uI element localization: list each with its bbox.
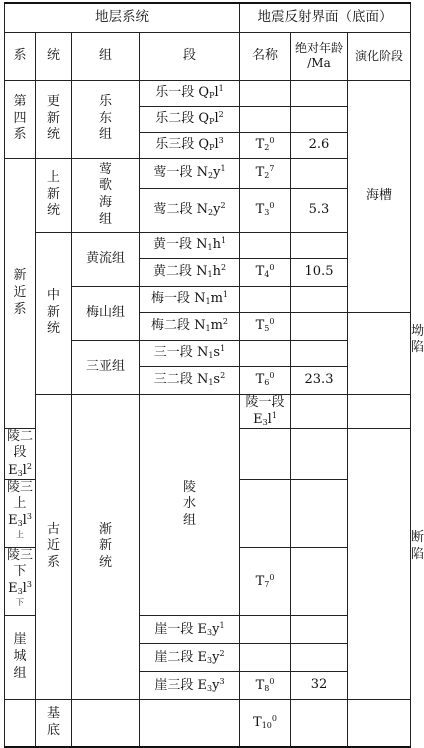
member-let: y bbox=[212, 649, 220, 665]
member-sup: 2 bbox=[220, 263, 227, 273]
member-cell bbox=[140, 286, 240, 312]
reflector-cell bbox=[240, 132, 291, 158]
member-sub: P bbox=[209, 91, 215, 101]
reflector-sub: 6 bbox=[264, 378, 270, 388]
reflector-sub: 8 bbox=[264, 683, 270, 693]
member-sup: 2 bbox=[220, 201, 226, 211]
header-row-1 bbox=[5, 3, 411, 32]
member-sup: 1 bbox=[219, 620, 225, 630]
member-sym: E bbox=[8, 581, 18, 597]
age-cell: 2.6 bbox=[291, 132, 348, 158]
member-let: l bbox=[267, 411, 272, 427]
age-cell bbox=[291, 340, 348, 366]
member-cn: 梅二段 bbox=[150, 318, 190, 334]
member-let: l bbox=[22, 513, 27, 529]
member-cn: 三一段 bbox=[153, 345, 193, 361]
member-sym: Q bbox=[198, 137, 210, 153]
stage-trough: 海槽 bbox=[348, 80, 411, 312]
member-cn: 黄一段 bbox=[152, 237, 192, 253]
member-sub: 1 bbox=[208, 378, 214, 388]
stratigraphic-table bbox=[4, 2, 424, 748]
group-yacheng: 崖 城 组 bbox=[5, 615, 36, 699]
member-sub: 3 bbox=[262, 417, 268, 427]
member-cell bbox=[140, 158, 240, 188]
reflector-cell bbox=[240, 479, 291, 547]
age-cell bbox=[291, 106, 348, 132]
reflector-sup: 0 bbox=[269, 317, 275, 327]
member-let: y bbox=[212, 621, 220, 637]
reflector-cell bbox=[240, 158, 291, 188]
reflector-sub: 2 bbox=[264, 171, 270, 181]
reflector-sup: 0 bbox=[269, 371, 275, 381]
member-cn: 乐一段 bbox=[155, 85, 195, 101]
age-cell: 23.3 bbox=[291, 366, 348, 394]
reflector-sym: T bbox=[255, 165, 265, 181]
empty-cell bbox=[72, 699, 140, 747]
reflector-sup: 0 bbox=[269, 136, 275, 146]
empty-cell bbox=[5, 699, 36, 747]
group-meishan: 梅山组 bbox=[72, 286, 140, 340]
reflector-cell bbox=[291, 394, 348, 429]
member-cell bbox=[5, 429, 36, 480]
member-sub: 3 bbox=[17, 468, 23, 478]
reflector-sub: 4 bbox=[264, 270, 270, 280]
member-cn: 陵二段 bbox=[6, 429, 33, 461]
member-cell bbox=[5, 547, 36, 615]
reflector-sup: 0 bbox=[269, 676, 275, 686]
age-cell bbox=[291, 479, 348, 547]
series-basement: 基 底 bbox=[36, 699, 72, 747]
table-row bbox=[5, 80, 411, 106]
system-neogene: 新 近 系 bbox=[5, 158, 36, 429]
age-cell bbox=[291, 615, 348, 643]
member-cell bbox=[5, 479, 36, 547]
member-cn: 黄二段 bbox=[152, 264, 192, 280]
reflector-cell bbox=[240, 615, 291, 643]
system-paleogene: 古 近 系 bbox=[36, 394, 72, 699]
member-sup: 2 bbox=[219, 648, 225, 658]
reflector-cell bbox=[240, 547, 291, 615]
header-abs-age: 绝对年龄 /Ma bbox=[291, 32, 348, 80]
member-sym: E bbox=[197, 677, 208, 693]
reflector-sub: 10 bbox=[261, 721, 272, 731]
member-sym: N bbox=[196, 345, 209, 361]
member-sup: 1 bbox=[220, 344, 226, 354]
reflector-cell bbox=[240, 671, 291, 699]
age-cell bbox=[291, 286, 348, 312]
member-cell bbox=[140, 671, 240, 699]
member-sub: 3 bbox=[207, 683, 213, 693]
reflector-cell bbox=[240, 643, 291, 671]
reflector-sup: 0 bbox=[269, 263, 275, 273]
reflector-cell bbox=[240, 80, 291, 106]
series-oligocene: 渐 新 统 bbox=[72, 394, 140, 699]
member-sup: 2 bbox=[218, 110, 224, 120]
age-cell bbox=[291, 80, 348, 106]
member-let: y bbox=[213, 202, 221, 218]
member-cn: 乐二段 bbox=[155, 111, 195, 127]
reflector-cell bbox=[240, 429, 291, 480]
age-cell: 10.5 bbox=[291, 258, 348, 286]
member-sym: E bbox=[197, 649, 208, 665]
header-row-2 bbox=[5, 32, 411, 80]
age-cell bbox=[291, 158, 348, 188]
reflector-sub: 2 bbox=[264, 143, 270, 153]
series-pliocene: 上 新 统 bbox=[36, 158, 72, 232]
member-cell bbox=[140, 132, 240, 158]
group-yinggehai: 莺 歌 海 组 bbox=[72, 158, 140, 232]
member-sup: 3 bbox=[219, 676, 225, 686]
member-cn: 莺一段 bbox=[153, 165, 193, 181]
reflector-sup: 0 bbox=[269, 201, 275, 211]
member-cell bbox=[140, 188, 240, 232]
member-sub: 1 bbox=[205, 297, 211, 307]
member-cell bbox=[140, 340, 240, 366]
header-name: 名称 bbox=[240, 32, 291, 80]
table-row: 古 近 系 渐 新 统 陵 水 组 陵一段 $E_3l^1$ 断陷 bbox=[5, 394, 411, 429]
reflector-sym: T bbox=[255, 264, 265, 280]
table-row bbox=[5, 699, 411, 747]
member-sym: N bbox=[196, 237, 208, 253]
group-huangliu: 黄流组 bbox=[72, 232, 140, 286]
member-let: m bbox=[210, 318, 223, 334]
reflector-sym: T bbox=[255, 318, 265, 334]
member-cn: 乐三段 bbox=[155, 137, 195, 153]
member-cn: 崖三段 bbox=[154, 677, 194, 693]
member-sub: 3 bbox=[17, 519, 23, 529]
member-sym: N bbox=[196, 165, 208, 181]
member-let: y bbox=[212, 677, 220, 693]
member-cell bbox=[140, 366, 240, 394]
member-let: l bbox=[22, 462, 27, 478]
member-let: m bbox=[210, 291, 223, 307]
reflector-sym: T bbox=[253, 715, 262, 731]
member-sym: E bbox=[197, 621, 208, 637]
header-series: 统 bbox=[36, 32, 72, 80]
member-sym: E bbox=[8, 513, 18, 529]
series-miocene: 中 新 统 bbox=[36, 232, 72, 394]
reflector-cell bbox=[240, 106, 291, 132]
member-sub: 1 bbox=[208, 351, 214, 361]
member-let: h bbox=[212, 264, 221, 280]
age-cell bbox=[291, 547, 348, 615]
reflector-sup: 0 bbox=[271, 714, 277, 724]
member-let: l bbox=[22, 581, 27, 597]
member-cn: 梅一段 bbox=[150, 291, 190, 307]
member-sub: 3 bbox=[17, 587, 23, 597]
reflector-sym: T bbox=[255, 677, 265, 693]
age-cell bbox=[291, 699, 348, 747]
member-cn: 陵三下 bbox=[6, 547, 33, 579]
table-row: 梅山组 梅一段 $N_1m^1$ 坳陷 bbox=[5, 286, 411, 312]
member-sub: 3 bbox=[207, 627, 213, 637]
age-cell bbox=[291, 429, 348, 480]
member-cell bbox=[240, 394, 291, 429]
member-cn: 陵一段 bbox=[245, 394, 285, 410]
member-sup: 1 bbox=[220, 164, 226, 174]
member-let: l bbox=[214, 137, 219, 153]
reflector-sym: T bbox=[255, 573, 265, 589]
member-sub: P bbox=[209, 117, 215, 127]
member-cell bbox=[140, 232, 240, 258]
group-sanya: 三亚组 bbox=[72, 340, 140, 394]
age-cell: 5.3 bbox=[291, 188, 348, 232]
member-sub: 1 bbox=[205, 324, 211, 334]
member-sym: N bbox=[194, 291, 206, 307]
age-cell bbox=[348, 394, 411, 429]
member-let: y bbox=[213, 165, 221, 181]
series-pleistocene: 更 新 统 bbox=[36, 80, 72, 158]
member-sup: 1 bbox=[220, 236, 227, 246]
member-sym: N bbox=[196, 264, 208, 280]
member-cell bbox=[140, 643, 240, 671]
reflector-sub: 5 bbox=[264, 324, 270, 334]
member-sym: E bbox=[8, 462, 18, 478]
reflector-sym: T bbox=[255, 137, 265, 153]
member-sup: 3下 bbox=[16, 580, 32, 607]
member-sup: 1 bbox=[218, 84, 224, 94]
group-lingshui: 陵 水 组 bbox=[140, 394, 240, 615]
member-cn: 三二段 bbox=[153, 372, 193, 388]
member-sym: N bbox=[194, 318, 206, 334]
member-sub: 3 bbox=[207, 655, 213, 665]
reflector-sup: 7 bbox=[269, 164, 275, 174]
member-sub: 2 bbox=[207, 208, 214, 218]
member-sym: Q bbox=[198, 111, 210, 127]
header-strata-system: 地层系统 bbox=[5, 3, 240, 32]
member-let: l bbox=[214, 85, 219, 101]
age-cell bbox=[291, 643, 348, 671]
reflector-sym: T bbox=[255, 202, 265, 218]
header-seismic: 地震反射界面（底面） bbox=[240, 3, 411, 32]
age-cell bbox=[291, 232, 348, 258]
member-cell bbox=[140, 106, 240, 132]
member-sym: N bbox=[196, 372, 209, 388]
member-sym: E bbox=[253, 411, 263, 427]
header-member: 段 bbox=[140, 32, 240, 80]
member-let: s bbox=[213, 372, 221, 388]
member-sub: P bbox=[209, 143, 215, 153]
member-cell bbox=[140, 258, 240, 286]
member-let: l bbox=[214, 111, 219, 127]
header-evolution: 演化阶段 bbox=[348, 32, 411, 80]
member-cn: 陵三上 bbox=[6, 479, 33, 511]
member-sym: N bbox=[196, 202, 208, 218]
member-cell bbox=[140, 80, 240, 106]
member-cell bbox=[140, 312, 240, 340]
reflector-sup: 0 bbox=[269, 572, 275, 582]
group-ledong: 乐 东 组 bbox=[72, 80, 140, 158]
member-sup: 2 bbox=[26, 461, 32, 471]
member-sub: 1 bbox=[207, 243, 213, 253]
member-cell bbox=[140, 615, 240, 643]
member-sup: 1 bbox=[271, 410, 277, 420]
member-sup: 3上 bbox=[16, 512, 32, 539]
reflector-cell bbox=[240, 699, 291, 747]
reflector-sub: 3 bbox=[264, 208, 270, 218]
age-cell: 32 bbox=[291, 671, 348, 699]
member-cn: 崖二段 bbox=[154, 649, 194, 665]
member-sup: 3 bbox=[218, 136, 224, 146]
member-sup: 1 bbox=[222, 290, 229, 300]
empty-cell bbox=[140, 699, 240, 747]
reflector-cell bbox=[240, 258, 291, 286]
member-let: s bbox=[213, 345, 221, 361]
empty-cell bbox=[348, 699, 411, 747]
reflector-cell bbox=[240, 232, 291, 258]
reflector-cell bbox=[240, 286, 291, 312]
reflector-sym: T bbox=[255, 372, 265, 388]
member-sup: 2 bbox=[222, 317, 229, 327]
member-let: h bbox=[212, 237, 221, 253]
reflector-cell bbox=[240, 312, 291, 340]
reflector-cell bbox=[240, 366, 291, 394]
reflector-sub: 7 bbox=[264, 579, 270, 589]
system-quaternary: 第 四 系 bbox=[5, 80, 36, 158]
age-cell bbox=[291, 312, 348, 340]
member-cn: 崖一段 bbox=[154, 621, 194, 637]
reflector-cell bbox=[240, 340, 291, 366]
member-sub: 1 bbox=[207, 270, 213, 280]
member-sym: Q bbox=[198, 85, 210, 101]
header-system: 系 bbox=[5, 32, 36, 80]
header-group: 组 bbox=[72, 32, 140, 80]
reflector-cell bbox=[240, 188, 291, 232]
member-sub: 2 bbox=[207, 171, 214, 181]
member-cn: 莺二段 bbox=[153, 202, 193, 218]
member-sup: 2 bbox=[220, 371, 226, 381]
